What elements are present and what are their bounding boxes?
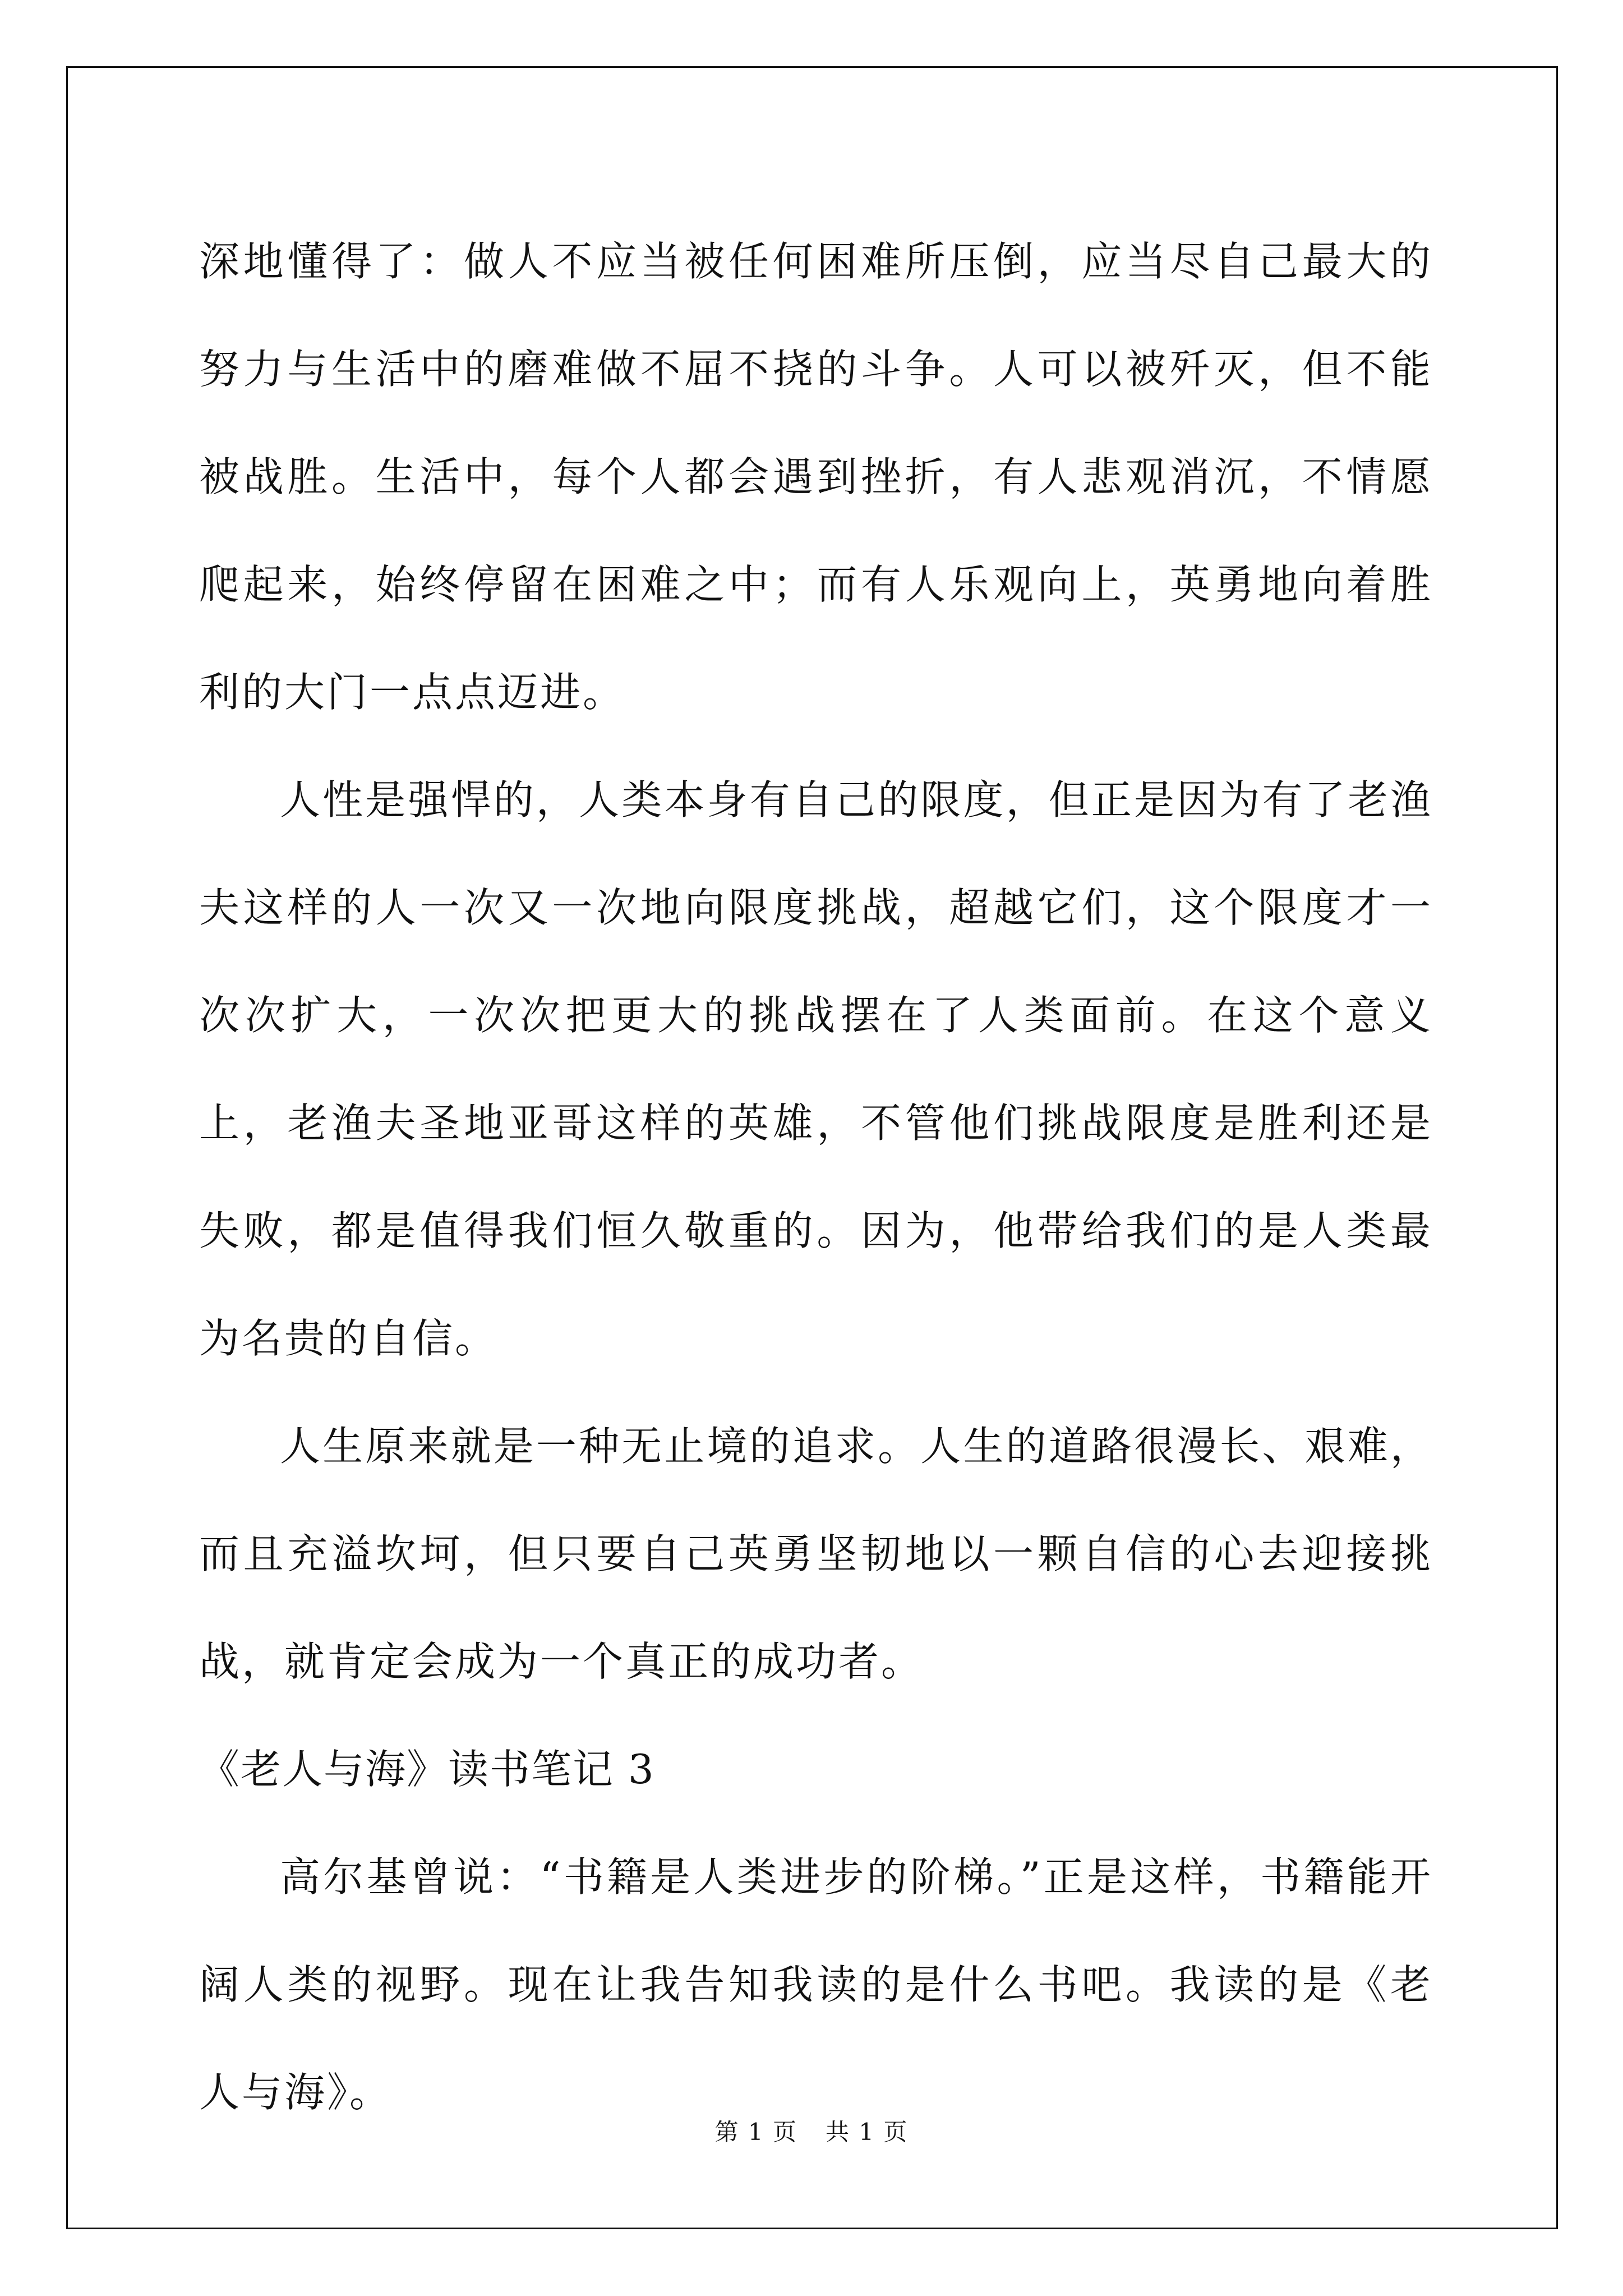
section-heading: 《老人与海》读书笔记 3 xyxy=(199,1746,655,1793)
paragraph-4: 高尔基曾说：“书籍是人类进步的阶梯。”正是这样，书籍能开阔人类的视野。现在让我告知我读的是什么书吧。我读的是《老人与海》。 xyxy=(199,1853,1433,2116)
paragraph-3: 人生原来就是一种无止境的追求。人生的道路很漫长、艰难，而且充溢坎坷，但只要自己英勇坚韧地以一颗自信的心去迎接挑战，就肯定会成为一个真正的成功者。 xyxy=(199,1423,1433,1685)
paragraph-1: 深地懂得了：做人不应当被任何困难所压倒，应当尽自己最大的努力与生活中的磨难做不屈不挠的斗争。人可以被歼灭，但不能被战胜。生活中，每个人都会遇到挫折，有人悲观消沉，不情愿爬起来，始终停留在困难之中；而有人乐观向上，英勇地向着胜利的大门一点点迈进。 xyxy=(199,238,1433,716)
paragraph-2: 人性是强悍的，人类本身有自己的限度，但正是因为有了老渔夫这样的人一次又一次地向限度挑战，超越它们，这个限度才一次次扩大，一次次把更大的挑战摆在了人类面前。在这个意义上，老渔夫圣地亚哥这样的英雄，不管他们挑战限度是胜利还是失败，都是值得我们恒久敬重的。因为，他带给我们的是人类最为名贵的自信。 xyxy=(199,776,1433,1362)
page-total: 共 1 页 xyxy=(826,2118,909,2146)
document-body xyxy=(199,208,1433,2146)
page-footer xyxy=(0,2114,1623,2147)
page-number: 第 1 页 xyxy=(714,2118,797,2146)
